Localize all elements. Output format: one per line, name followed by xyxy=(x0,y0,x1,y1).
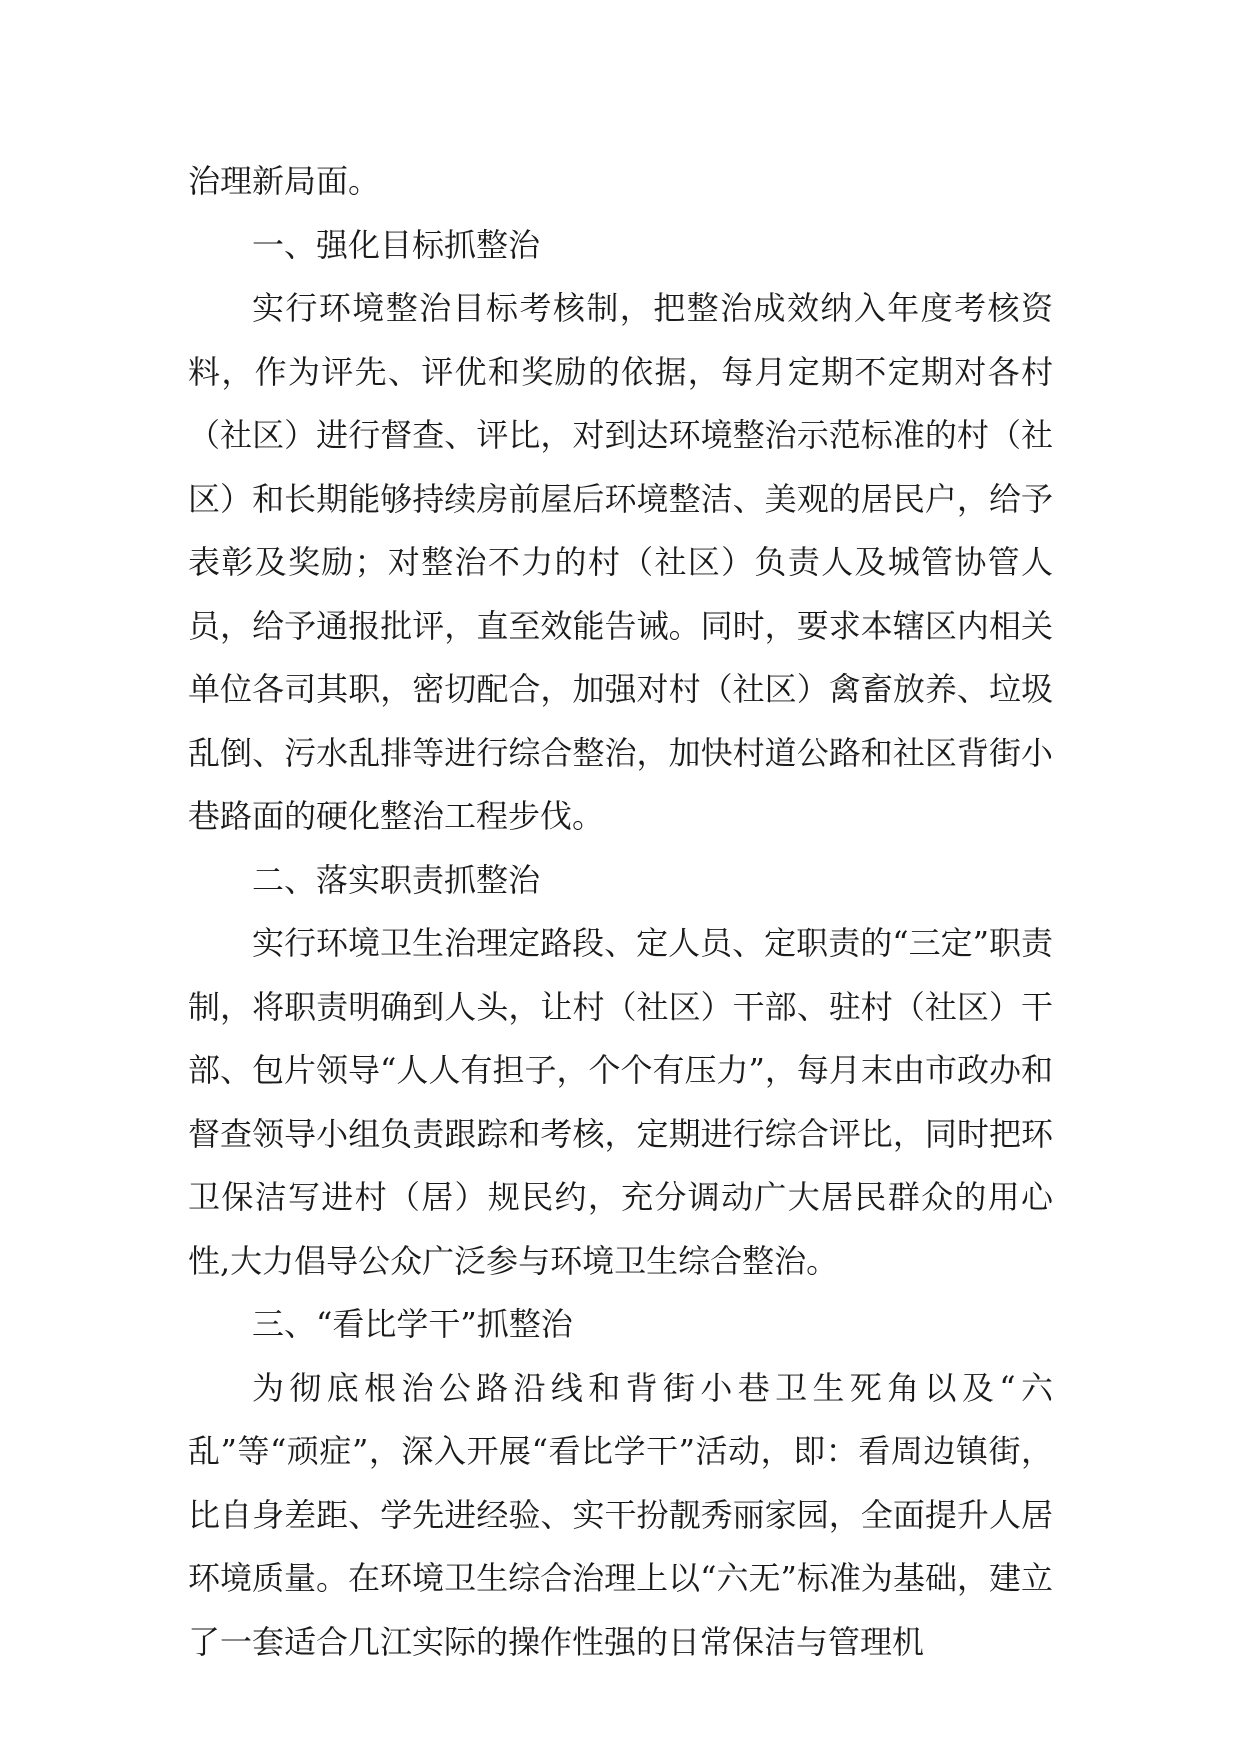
section-body-3: 为彻底根治公路沿线和背街小巷卫生死角以及“六乱”等“顽症”，深入开展“看比学干”活动，即：看周边镇街，比自身差距、学先进经验、实干扮靓秀丽家园，全面提升人居环境质量。在环境卫生综合治理上以“六无”标准为基础，建立了一套适合几江实际的操作性强的日常保洁与管理机 xyxy=(188,1368,1053,1661)
document-body xyxy=(188,150,1053,1674)
section-body-2: 实行环境卫生治理定路段、定人员、定职责的“三定”职责制，将职责明确到人头，让村（社区）干部、驻村（社区）干部、包片领导“人人有担子，个个有压力”，每月末由市政办和督查领导小组负责跟踪和考核，定期进行综合评比，同时把环卫保洁写进村（居）规民约，充分调动广大居民群众的用心性,大力倡导公众广泛参与环境卫生综合整治。 xyxy=(188,924,1053,1280)
section-heading-3: 三、“看比学干”抓整治 xyxy=(252,1305,573,1343)
section-body-1: 实行环境整治目标考核制，把整治成效纳入年度考核资料，作为评先、评优和奖励的依据，每月定期不定期对各村（社区）进行督查、评比，对到达环境整治示范标准的村（社区）和长期能够持续房前屋后环境整洁、美观的居民户，给予表彰及奖励；对整治不力的村（社区）负责人及城管协管人员，给予通报批评，直至效能告诫。同时，要求本辖区内相关单位各司其职，密切配合，加强对村（社区）禽畜放养、垃圾乱倒、污水乱排等进行综合整治，加快村道公路和社区背街小巷路面的硬化整治工程步伐。 xyxy=(188,289,1053,835)
section-heading-2: 二、落实职责抓整治 xyxy=(252,860,541,899)
continuation-paragraph: 治理新局面。 xyxy=(188,162,381,200)
section-heading-1: 一、强化目标抓整治 xyxy=(252,225,541,264)
